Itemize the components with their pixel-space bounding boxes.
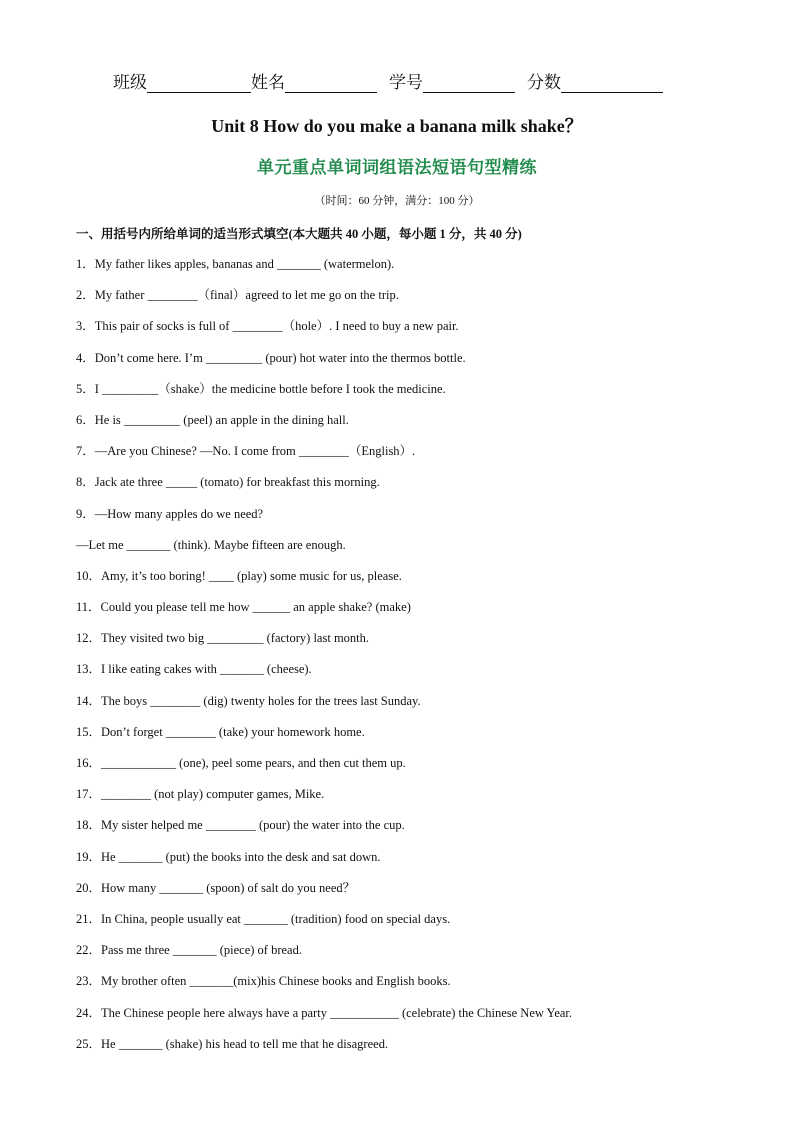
score-blank[interactable] (561, 74, 663, 93)
question-item: 17．________ (not play) computer games, Mike. (76, 787, 325, 802)
question-item: 12．They visited two big _________ (factory) last month. (76, 631, 370, 646)
document-subtitle: 单元重点单词词组语法短语句型精练 (257, 158, 537, 177)
section-heading: 一、用括号内所给单词的适当形式填空(本大题共 40 小题，每小题 1 分，共 40 分) (76, 227, 522, 241)
question-item: 15．Don’t forget ________ (take) your homework home. (76, 724, 365, 739)
question-item: 10．Amy, it’s too boring! ____ (play) some music for us, please. (76, 568, 402, 583)
question-list (76, 254, 726, 1065)
question-item: 25．He _______ (shake) his head to tell me that he disagreed. (76, 1036, 389, 1051)
class-label: 班级 (113, 73, 147, 92)
student-number-blank[interactable] (423, 74, 515, 93)
student-number-label: 学号 (389, 73, 423, 92)
question-item: 8．Jack ate three _____ (tomato) for breakfast this morning. (76, 475, 380, 490)
question-item: 5．I _________（shake）the medicine bottle before I took the medicine. (76, 381, 446, 396)
name-blank[interactable] (285, 74, 377, 93)
question-item: 3．This pair of socks is full of ________（hole）. I need to buy a new pair. (76, 319, 459, 334)
class-blank[interactable] (147, 74, 251, 93)
question-item: 18．My sister helped me ________ (pour) the water into the cup. (76, 818, 405, 833)
question-item: 7．—Are you Chinese? —No. I come from ________（English）. (76, 444, 416, 459)
question-item: 16．____________ (one), peel some pears, and then cut them up. (76, 756, 406, 770)
exam-meta: （时间：60 分钟，满分：100 分） (314, 195, 480, 207)
question-item: 23．My brother often _______(mix)his Chinese books and English books. (76, 974, 451, 989)
question-item: 21．In China, people usually eat _______ (tradition) food on special days. (76, 911, 451, 926)
question-item: 1．My father likes apples, bananas and _______ (watermelon). (76, 257, 395, 271)
document-title: Unit 8 How do you make a banana milk shake？ (211, 116, 583, 136)
question-item: 14．The boys ________ (dig) twenty holes for the trees last Sunday. (76, 693, 421, 708)
question-item: —Let me _______ (think). Maybe fifteen are enough. (76, 537, 346, 552)
question-item: 24．The Chinese people here always have a party ___________ (celebrate) the Chinese New Year. (76, 1005, 573, 1020)
score-label: 分数 (527, 73, 561, 92)
question-item: 13．I like eating cakes with _______ (cheese). (76, 662, 312, 677)
name-label: 姓名 (251, 73, 285, 92)
question-item: 4．Don’t come here. I’m _________ (pour) hot water into the thermos bottle. (76, 350, 466, 365)
question-item: 22．Pass me three _______ (piece) of bread. (76, 943, 302, 958)
question-item: 20．How many _______ (spoon) of salt do you need？ (76, 880, 356, 895)
question-item: 19．He _______ (put) the books into the desk and sat down. (76, 849, 381, 864)
student-info-header (113, 68, 693, 93)
question-item: 9．—How many apples do we need? (76, 506, 264, 521)
question-item: 11．Could you please tell me how ______ an apple shake? (make) (76, 600, 411, 615)
question-item: 6．He is _________ (peel) an apple in the dining hall. (76, 412, 349, 427)
question-item: 2．My father ________（final）agreed to let me go on the trip. (76, 288, 399, 303)
